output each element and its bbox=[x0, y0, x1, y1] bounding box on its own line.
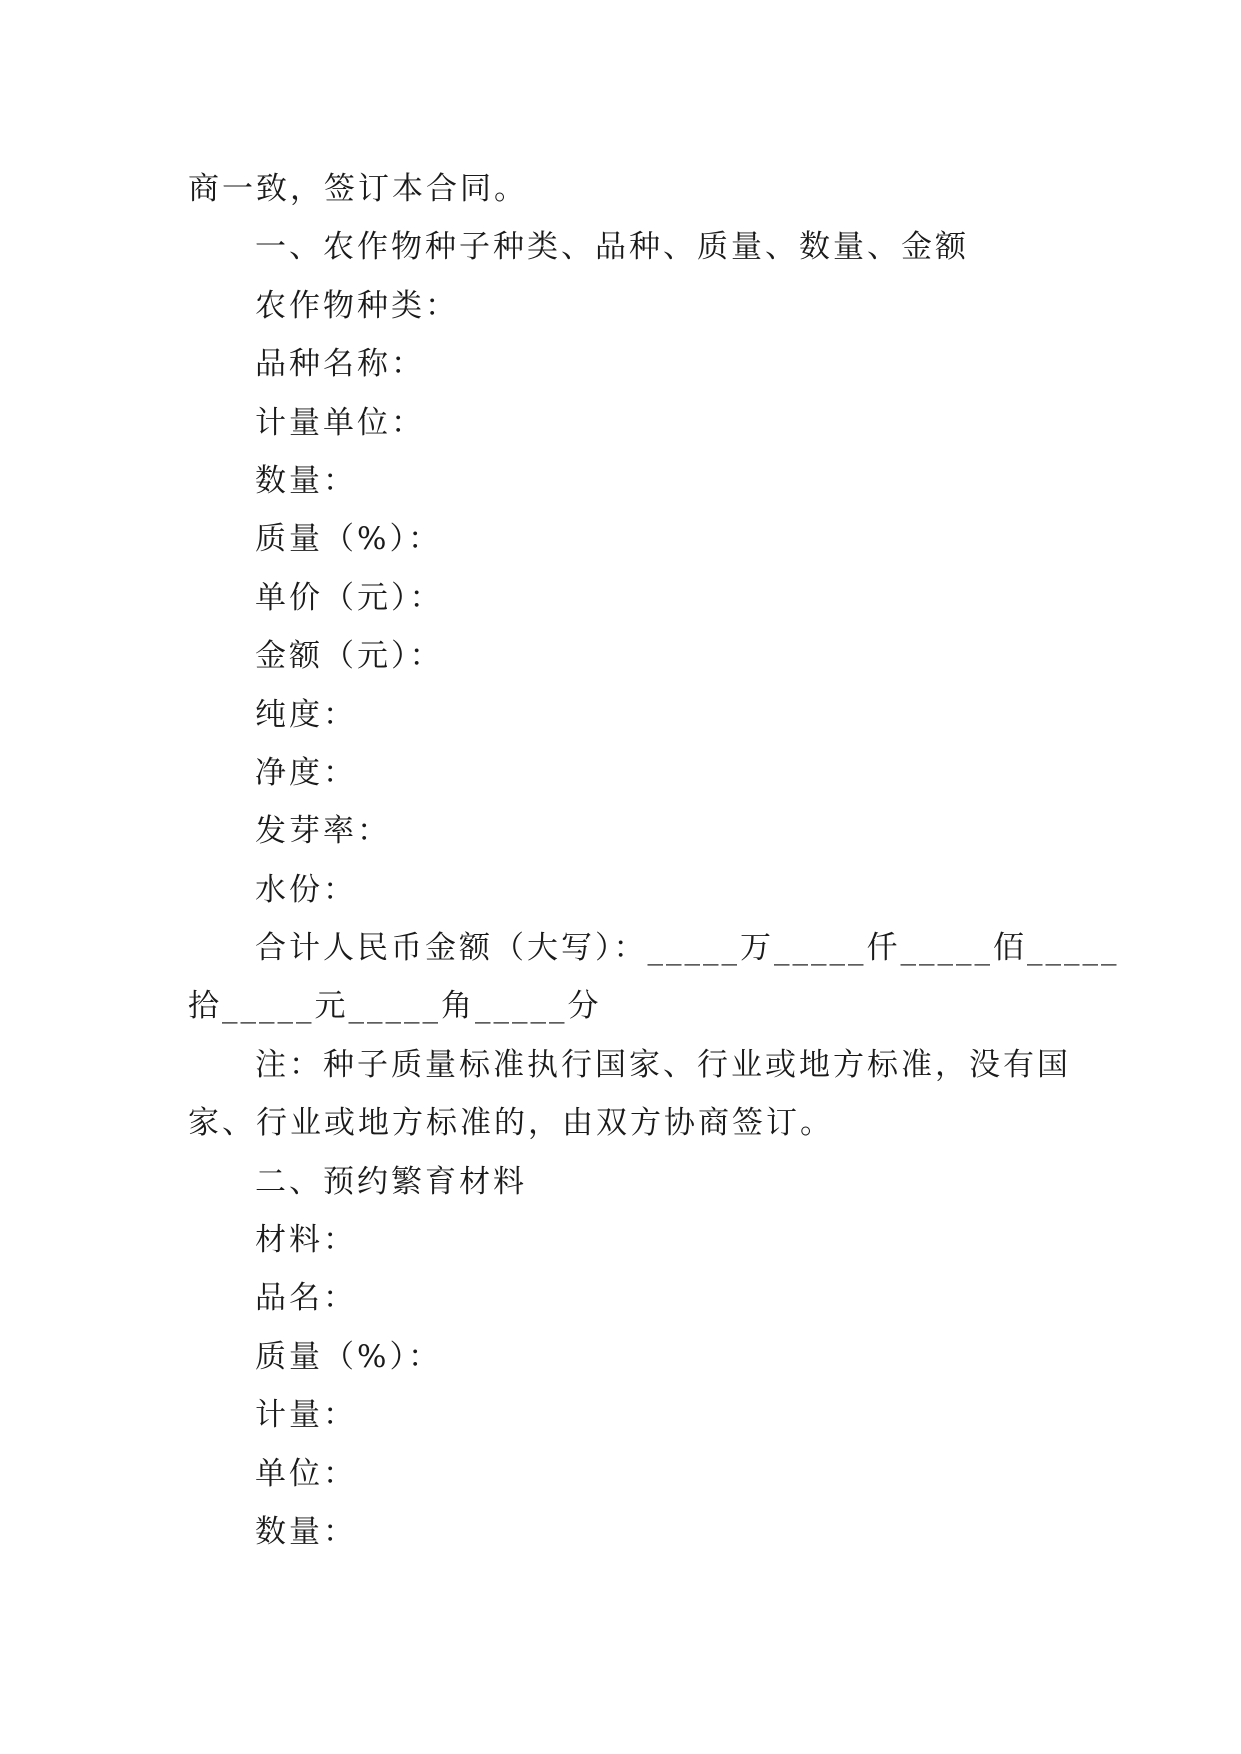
note-paragraph: 注：种子质量标准执行国家、行业或地方标准，没有国 bbox=[255, 1046, 1071, 1083]
field-label: 数量： bbox=[255, 1513, 357, 1550]
text-line: 商一致，签订本合同。 bbox=[188, 171, 528, 207]
field-label: 质量（%）： bbox=[255, 1338, 442, 1375]
field-label: 发芽率： bbox=[255, 813, 391, 850]
field-label: 单位： bbox=[255, 1455, 357, 1492]
field-label: 计量： bbox=[255, 1397, 357, 1434]
field-label: 材料： bbox=[255, 1222, 357, 1259]
field-label: 纯度： bbox=[255, 696, 357, 733]
section-heading: 二、预约繁育材料 bbox=[255, 1163, 527, 1200]
field-label: 计量单位： bbox=[255, 404, 425, 441]
field-label: 农作物种类： bbox=[255, 287, 459, 324]
field-label: 品名： bbox=[255, 1280, 357, 1317]
field-label: 品种名称： bbox=[255, 346, 425, 383]
field-label: 金额（元）： bbox=[255, 638, 444, 675]
field-label: 质量（%）： bbox=[255, 521, 442, 558]
field-label: 数量： bbox=[255, 462, 357, 499]
note-paragraph-continued: 家、行业或地方标准的，由双方协商签订。 bbox=[188, 1105, 834, 1142]
section-heading: 一、农作物种子种类、品种、质量、数量、金额 bbox=[255, 229, 969, 266]
document-body bbox=[188, 160, 1120, 1561]
total-amount-line: 合计人民币金额（大写）：_____万_____仟_____佰_____ bbox=[255, 930, 1120, 967]
total-amount-line-continued: 拾_____元_____角_____分 bbox=[188, 988, 602, 1025]
field-label: 单价（元）： bbox=[255, 579, 444, 616]
field-label: 净度： bbox=[255, 754, 357, 791]
field-label: 水份： bbox=[255, 871, 357, 908]
